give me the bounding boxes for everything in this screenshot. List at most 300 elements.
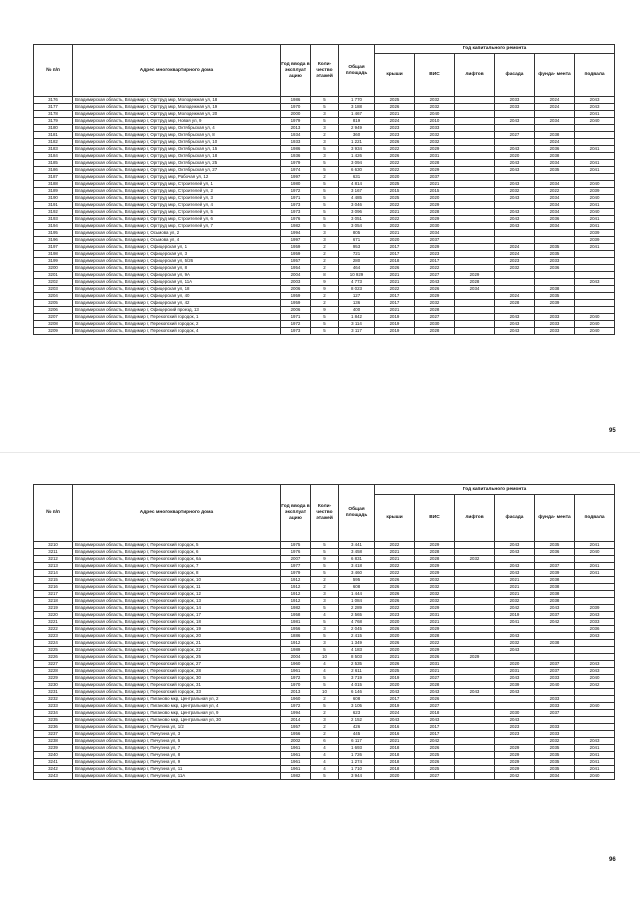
cell-year: 2004 (281, 272, 311, 279)
cell-vis: 2023 (415, 251, 455, 258)
cell-lifts (455, 626, 495, 633)
cell-foundation: 2034 (535, 773, 575, 780)
cell-roof: 2026 (375, 661, 415, 668)
cell-area: 1 693 (339, 745, 375, 752)
cell-floors: 10 (311, 689, 339, 696)
cell-area: 360 (339, 132, 375, 139)
cell-floors: 10 (311, 654, 339, 661)
cell-basement (575, 125, 615, 132)
cell-floors: 2 (311, 265, 339, 272)
cell-vis: 2017 (415, 724, 455, 731)
cell-num: 3200 (34, 265, 73, 272)
cell-floors: 5 (311, 314, 339, 321)
cell-address: Владимирская область, Владимир г, Пичугина ул, 1/2 (73, 724, 281, 731)
cell-num: 3219 (34, 605, 73, 612)
cell-foundation: 2034 (535, 118, 575, 125)
cell-num: 3243 (34, 773, 73, 780)
cell-num: 3177 (34, 104, 73, 111)
cell-facade: 2043 (495, 216, 535, 223)
cell-vis: 2029 (415, 293, 455, 300)
cell-lifts (455, 612, 495, 619)
cell-roof: 2025 (375, 195, 415, 202)
cell-year: 1959 (281, 293, 311, 300)
cell-address: Владимирская область, Владимир г, Оргтруд мкр, Строителей ул, 1 (73, 181, 281, 188)
cell-foundation: 2033 (535, 321, 575, 328)
cell-num: 3203 (34, 286, 73, 293)
cell-basement (575, 251, 615, 258)
cell-area: 671 (339, 237, 375, 244)
cell-vis: 2029 (415, 146, 455, 153)
cell-num: 3212 (34, 556, 73, 563)
cell-facade: 2043 (495, 633, 535, 640)
table-row (34, 605, 615, 612)
header-basement: подвала (575, 54, 615, 97)
cell-foundation: 2035 (535, 766, 575, 773)
cell-floors: 3 (311, 153, 339, 160)
cell-basement: 2041 (575, 160, 615, 167)
table-row (34, 598, 615, 605)
cell-facade (495, 703, 535, 710)
cell-year: 1956 (281, 731, 311, 738)
cell-area: 464 (339, 265, 375, 272)
cell-address: Владимирская область, Владимир г, Офицерская ул, 18 (73, 286, 281, 293)
cell-area: 3 054 (339, 223, 375, 230)
cell-vis: 2029 (415, 563, 455, 570)
cell-num: 3226 (34, 654, 73, 661)
cell-roof: 2026 (375, 577, 415, 584)
cell-basement: 2043 (575, 738, 615, 745)
cell-num: 3213 (34, 563, 73, 570)
cell-vis: 2029 (415, 570, 455, 577)
cell-foundation (535, 237, 575, 244)
cell-basement (575, 647, 615, 654)
cell-roof: 2020 (375, 773, 415, 780)
cell-address: Владимирская область, Владимир г, Перекопский городок, 12 (73, 591, 281, 598)
cell-basement: 2041 (575, 216, 615, 223)
cell-foundation: 2036 (535, 549, 575, 556)
cell-vis: 2028 (415, 307, 455, 314)
cell-floors: 4 (311, 759, 339, 766)
cell-address: Владимирская область, Владимир г, Перекопский городок, 31 (73, 682, 281, 689)
table-row (34, 209, 615, 216)
header-foundation: фунда- мента (535, 495, 575, 542)
table-row (34, 216, 615, 223)
cell-basement: 2042 (575, 682, 615, 689)
cell-address: Владимирская область, Владимир г, Офицерская ул, 9А (73, 272, 281, 279)
cell-foundation (535, 633, 575, 640)
cell-foundation: 2035 (535, 745, 575, 752)
table-row (34, 139, 615, 146)
cell-address: Владимирская область, Владимир г, Пичугина ул, 11 (73, 766, 281, 773)
cell-floors: 5 (311, 675, 339, 682)
cell-area: 400 (339, 307, 375, 314)
cell-num: 3236 (34, 724, 73, 731)
cell-area: 1 710 (339, 766, 375, 773)
cell-year: 1961 (281, 745, 311, 752)
cell-foundation (535, 111, 575, 118)
cell-lifts (455, 563, 495, 570)
cell-vis: 2032 (415, 300, 455, 307)
cell-address: Владимирская область, Владимир г, Перекопский городок, 4 (73, 328, 281, 335)
cell-vis: 2025 (415, 766, 455, 773)
cell-basement: 2040 (575, 195, 615, 202)
cell-year: 1959 (281, 244, 311, 251)
cell-num: 3217 (34, 591, 73, 598)
cell-num: 3224 (34, 640, 73, 647)
cell-lifts (455, 139, 495, 146)
cell-roof: 2024 (375, 118, 415, 125)
cell-foundation: 2038 (535, 584, 575, 591)
cell-year: 1973 (281, 209, 311, 216)
cell-floors: 9 (311, 286, 339, 293)
cell-area: 3 188 (339, 104, 375, 111)
table-row (34, 647, 615, 654)
cell-roof: 2021 (375, 738, 415, 745)
cell-facade: 2029 (495, 745, 535, 752)
header-vis: ВИС (415, 54, 455, 97)
cell-facade: 2043 (495, 314, 535, 321)
cell-roof: 2021 (375, 209, 415, 216)
cell-area: 631 (339, 174, 375, 181)
cell-foundation: 2034 (535, 209, 575, 216)
cell-address: Владимирская область, Владимир г, Осьмова ул, 2 (73, 230, 281, 237)
cell-roof: 2025 (375, 181, 415, 188)
table-row (34, 237, 615, 244)
cell-basement (575, 577, 615, 584)
cell-address: Владимирская область, Владимир г, Оргтруд мкр, Строителей ул, 3 (73, 195, 281, 202)
cell-roof: 2023 (375, 612, 415, 619)
cell-roof: 2021 (375, 272, 415, 279)
cell-floors: 5 (311, 118, 339, 125)
table-row (34, 258, 615, 265)
cell-floors: 2 (311, 584, 339, 591)
header-address: Адрес многоквартирного дома (73, 485, 281, 542)
cell-facade: 2032 (495, 640, 535, 647)
cell-year: 1970 (281, 682, 311, 689)
cell-area: 2 289 (339, 605, 375, 612)
cell-area: 1 349 (339, 640, 375, 647)
cell-facade (495, 272, 535, 279)
cell-year: 1986 (281, 97, 311, 104)
cell-foundation (535, 230, 575, 237)
cell-lifts (455, 675, 495, 682)
cell-lifts (455, 717, 495, 724)
cell-num: 3194 (34, 223, 73, 230)
cell-area: 3 418 (339, 563, 375, 570)
cell-num: 3216 (34, 584, 73, 591)
cell-year: 1971 (281, 314, 311, 321)
cell-vis: 2015 (415, 188, 455, 195)
cell-vis: 2026 (415, 759, 455, 766)
header-repair-group: Год капитального ремонта (375, 485, 615, 495)
cell-vis: 2028 (415, 556, 455, 563)
cell-area: 2 045 (339, 626, 375, 633)
cell-foundation: 2036 (535, 216, 575, 223)
cell-basement (575, 265, 615, 272)
cell-floors: 3 (311, 598, 339, 605)
cell-year: 2014 (281, 717, 311, 724)
cell-lifts (455, 619, 495, 626)
cell-basement: 2043 (575, 279, 615, 286)
cell-facade: 2029 (495, 766, 535, 773)
cell-year: 1997 (281, 237, 311, 244)
cell-roof: 2018 (375, 752, 415, 759)
cell-basement (575, 717, 615, 724)
cell-roof: 2019 (375, 321, 415, 328)
cell-facade: 2041 (495, 619, 535, 626)
cell-roof: 2019 (375, 703, 415, 710)
cell-basement (575, 556, 615, 563)
cell-roof: 2043 (375, 689, 415, 696)
cell-area: 2 415 (339, 633, 375, 640)
table-row (34, 223, 615, 230)
cell-num: 3227 (34, 661, 73, 668)
table-row (34, 703, 615, 710)
cell-address: Владимирская область, Владимир г, Пичугина ул, 3 (73, 731, 281, 738)
cell-roof: 2020 (375, 237, 415, 244)
table-row (34, 696, 615, 703)
cell-roof: 2022 (375, 570, 415, 577)
cell-floors: 2 (311, 132, 339, 139)
cell-roof: 2019 (375, 314, 415, 321)
table-row (34, 626, 615, 633)
cell-lifts (455, 216, 495, 223)
cell-lifts (455, 293, 495, 300)
cell-year: 1957 (281, 724, 311, 731)
cell-address: Владимирская область, Владимир г, Перекопский городок, 17 (73, 612, 281, 619)
cell-area: 3 114 (339, 321, 375, 328)
cell-year: 1961 (281, 668, 311, 675)
cell-foundation: 2036 (535, 146, 575, 153)
cell-roof: 2017 (375, 251, 415, 258)
cell-vis: 2027 (415, 703, 455, 710)
cell-year: 1981 (281, 619, 311, 626)
cell-area: 8 503 (339, 654, 375, 661)
cell-floors: 5 (311, 542, 339, 549)
cell-basement: 2043 (575, 97, 615, 104)
cell-lifts (455, 237, 495, 244)
cell-floors: 2 (311, 696, 339, 703)
table-row (34, 328, 615, 335)
cell-foundation: 2033 (535, 675, 575, 682)
cell-foundation (535, 626, 575, 633)
cell-address: Владимирская область, Владимир г, Перекопский городок, 10 (73, 577, 281, 584)
cell-basement (575, 654, 615, 661)
cell-area: 595 (339, 577, 375, 584)
cell-basement: 2041 (575, 570, 615, 577)
cell-lifts (455, 104, 495, 111)
table-row (34, 125, 615, 132)
table-row (34, 286, 615, 293)
cell-vis: 2027 (415, 314, 455, 321)
cell-vis: 2028 (415, 633, 455, 640)
cell-floors: 3 (311, 626, 339, 633)
cell-year: 1976 (281, 216, 311, 223)
table-row (34, 654, 615, 661)
cell-facade: 2042 (495, 773, 535, 780)
cell-foundation: 2034 (535, 160, 575, 167)
cell-num: 3235 (34, 717, 73, 724)
cell-area: 4 183 (339, 647, 375, 654)
cell-roof: 2021 (375, 307, 415, 314)
cell-vis: 2028 (415, 328, 455, 335)
table-row (34, 633, 615, 640)
cell-address: Владимирская область, Владимир г, Перекопский городок, 6а (73, 556, 281, 563)
cell-area: 136 (339, 300, 375, 307)
cell-area: 3 934 (339, 146, 375, 153)
cell-num: 3189 (34, 188, 73, 195)
cell-address: Владимирская область, Владимир г, Перекопский городок, 21 (73, 640, 281, 647)
table-row (34, 619, 615, 626)
cell-address: Владимирская область, Владимир г, Оргтруд мкр, Строителей ул, 2 (73, 188, 281, 195)
capital-repair-table (33, 44, 615, 335)
cell-foundation (535, 689, 575, 696)
cell-address: Владимирская область, Владимир г, Перекопский городок, 8 (73, 570, 281, 577)
cell-facade: 2043 (495, 209, 535, 216)
cell-area: 3 458 (339, 549, 375, 556)
cell-num: 3191 (34, 202, 73, 209)
cell-facade: 2029 (495, 759, 535, 766)
cell-num: 3230 (34, 682, 73, 689)
cell-floors: 9 (311, 279, 339, 286)
cell-foundation: 2039 (535, 300, 575, 307)
table-row (34, 759, 615, 766)
cell-num: 3229 (34, 675, 73, 682)
cell-foundation: 2038 (535, 132, 575, 139)
cell-floors: 4 (311, 661, 339, 668)
table-row (34, 251, 615, 258)
cell-area: 953 (339, 244, 375, 251)
cell-vis: 2032 (415, 132, 455, 139)
cell-roof: 2015 (375, 188, 415, 195)
cell-year: 1956 (281, 626, 311, 633)
table-row (34, 773, 615, 780)
cell-address: Владимирская область, Владимир г, Перекопский городок, 1 (73, 314, 281, 321)
cell-area: 426 (339, 724, 375, 731)
cell-facade (495, 556, 535, 563)
cell-area: 1 221 (339, 139, 375, 146)
cell-vis: 2028 (415, 160, 455, 167)
cell-facade: 2032 (495, 188, 535, 195)
cell-basement: 2041 (575, 146, 615, 153)
cell-vis: 2028 (415, 549, 455, 556)
cell-address: Владимирская область, Владимир г, Оргтруд мкр, Октябрьская ул, 8 (73, 132, 281, 139)
cell-foundation: 2024 (535, 97, 575, 104)
cell-num: 3207 (34, 314, 73, 321)
cell-lifts (455, 577, 495, 584)
cell-year: 2003 (281, 279, 311, 286)
cell-vis: 2028 (415, 682, 455, 689)
cell-num: 3240 (34, 752, 73, 759)
cell-lifts (455, 745, 495, 752)
table-row (34, 612, 615, 619)
table-row (34, 202, 615, 209)
cell-basement: 2040 (575, 209, 615, 216)
cell-lifts (455, 181, 495, 188)
cell-basement: 2039 (575, 605, 615, 612)
cell-roof: 2020 (375, 619, 415, 626)
cell-roof: 2026 (375, 640, 415, 647)
cell-vis: 2021 (415, 619, 455, 626)
cell-facade: 2023 (495, 724, 535, 731)
table-row (34, 160, 615, 167)
header-facade: фасада (495, 54, 535, 97)
cell-roof: 2026 (375, 584, 415, 591)
cell-num: 3192 (34, 209, 73, 216)
cell-num: 3182 (34, 139, 73, 146)
cell-lifts (455, 258, 495, 265)
cell-num: 3201 (34, 272, 73, 279)
cell-lifts (455, 209, 495, 216)
cell-vis: 2031 (415, 153, 455, 160)
cell-year: 1959 (281, 300, 311, 307)
cell-floors: 2 (311, 244, 339, 251)
cell-basement (575, 731, 615, 738)
cell-area: 3 167 (339, 188, 375, 195)
cell-area: 445 (339, 731, 375, 738)
cell-floors: 4 (311, 668, 339, 675)
cell-area: 280 (339, 258, 375, 265)
cell-facade: 2043 (495, 181, 535, 188)
cell-lifts (455, 682, 495, 689)
cell-foundation: 2034 (535, 223, 575, 230)
cell-foundation: 2043 (535, 605, 575, 612)
cell-lifts: 2029 (455, 272, 495, 279)
cell-address: Владимирская область, Владимир г, Оргтруд мкр, Октябрьская ул, 18 (73, 153, 281, 160)
cell-facade: 2033 (495, 104, 535, 111)
cell-basement: 2040 (575, 328, 615, 335)
cell-num: 3197 (34, 244, 73, 251)
cell-year: 1972 (281, 703, 311, 710)
table-row (34, 230, 615, 237)
cell-num: 3204 (34, 293, 73, 300)
cell-num: 3234 (34, 710, 73, 717)
cell-floors: 2 (311, 174, 339, 181)
cell-address: Владимирская область, Владимир г, Перекопский городок, 5 (73, 542, 281, 549)
cell-vis: 2021 (415, 668, 455, 675)
cell-floors: 3 (311, 640, 339, 647)
cell-basement: 2041 (575, 244, 615, 251)
cell-num: 3209 (34, 328, 73, 335)
cell-area: 1 467 (339, 111, 375, 118)
cell-lifts (455, 153, 495, 160)
cell-num: 3179 (34, 118, 73, 125)
cell-floors: 4 (311, 612, 339, 619)
cell-basement: 2043 (575, 612, 615, 619)
cell-facade: 2043 (495, 160, 535, 167)
cell-floors: 5 (311, 97, 339, 104)
cell-foundation: 2038 (535, 286, 575, 293)
cell-year: 1979 (281, 160, 311, 167)
cell-year: 1936 (281, 153, 311, 160)
cell-foundation: 2033 (535, 328, 575, 335)
cell-facade: 2043 (495, 223, 535, 230)
cell-basement: 2039 (575, 230, 615, 237)
header-foundation: фунда- мента (535, 54, 575, 97)
cell-facade: 2032 (495, 265, 535, 272)
table-row (34, 731, 615, 738)
cell-address: Владимирская область, Владимир г, Пичугина ул, 7 (73, 745, 281, 752)
cell-facade: 2043 (495, 118, 535, 125)
cell-floors: 5 (311, 104, 339, 111)
cell-address: Владимирская область, Владимир г, Пичугина ул, 8 (73, 752, 281, 759)
cell-num: 3237 (34, 731, 73, 738)
cell-basement: 2041 (575, 563, 615, 570)
cell-vis: 2017 (415, 731, 455, 738)
cell-facade (495, 125, 535, 132)
cell-basement: 2039 (575, 237, 615, 244)
cell-lifts (455, 703, 495, 710)
